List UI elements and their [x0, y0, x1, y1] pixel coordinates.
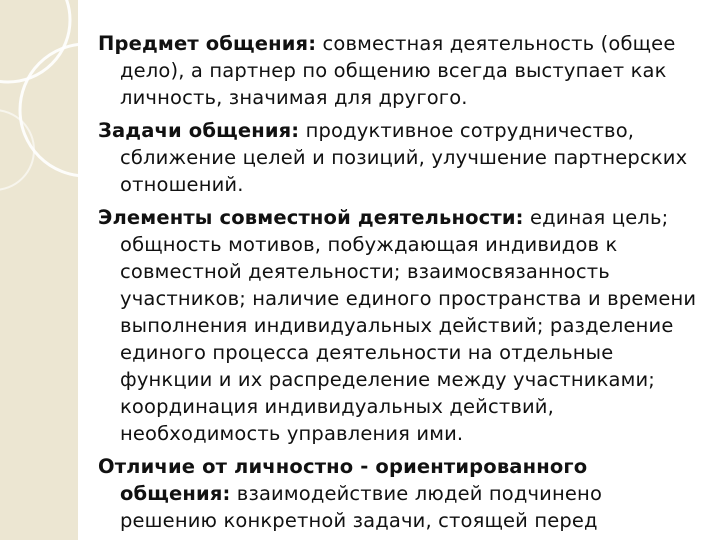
paragraph-text: совместная деятельность (общее дело), а партнер по общению всегда выступает как личность, значимая для другого. — [120, 32, 676, 109]
paragraph-term: Элементы совместной деятельности: — [98, 206, 524, 229]
slide-text-body — [98, 30, 698, 540]
paragraph-text: продуктивное сотрудничество, сближение целей и позиций, улучшение партнерских отношений. — [120, 119, 688, 196]
paragraph-term: Отличие от личностно - ориентированного общения: — [98, 455, 588, 505]
decorative-circle-2 — [20, 44, 78, 176]
paragraph-text: единая цель; общность мотивов, побуждающая индивидов к совместной деятельности; взаимосвязанность участников; наличие единого пространства и времени выполнения индивидуальных действий; разделение единого процесса деятельности на отдельные функции и их распределение между участниками; координация индивидуальных действий, необходимость управления ими. — [120, 206, 697, 445]
decorative-side-panel — [0, 0, 78, 540]
decorative-circles — [0, 0, 78, 540]
paragraph-term: Предмет общения: — [98, 32, 317, 55]
paragraph-text: взаимодействие людей подчинено решению конкретной задачи, стоящей перед — [120, 482, 603, 532]
paragraph-tasks — [98, 117, 698, 198]
paragraph-term: Задачи общения: — [98, 119, 300, 142]
paragraph-subject — [98, 30, 698, 111]
decorative-circle-3 — [0, 110, 34, 190]
paragraph-elements — [98, 204, 698, 447]
paragraph-difference — [98, 453, 698, 534]
